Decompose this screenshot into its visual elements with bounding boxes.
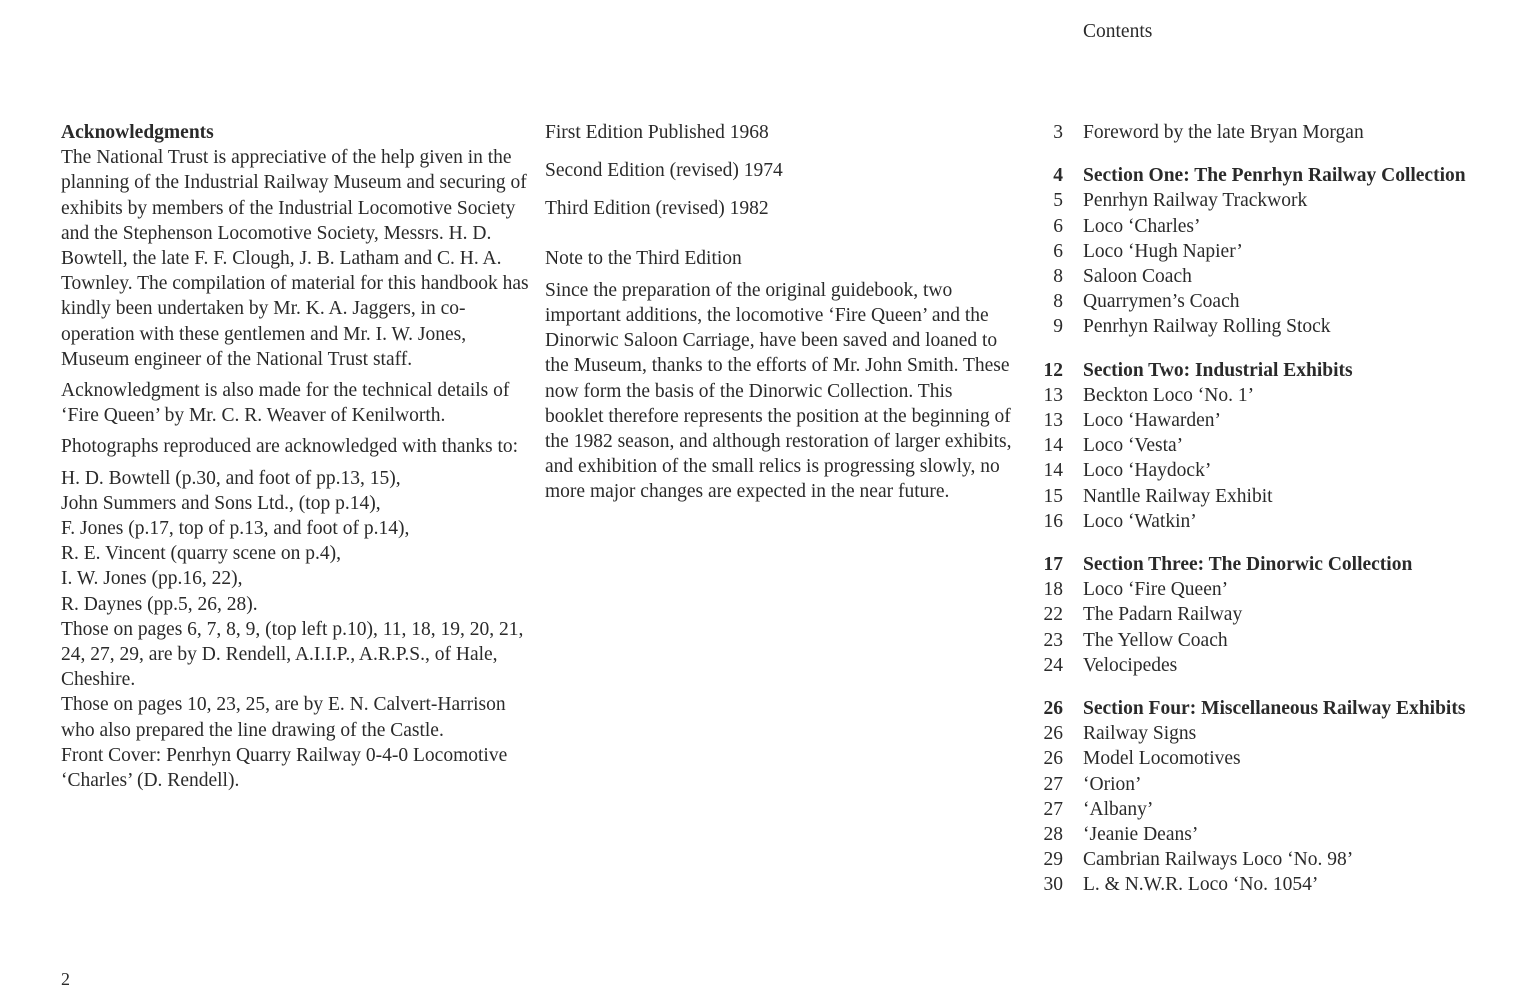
toc-page-number: 22 (1043, 604, 1063, 626)
toc-page-number: 29 (1043, 849, 1063, 871)
toc-section-group (1040, 552, 1510, 678)
toc-page-number: 4 (1053, 165, 1063, 187)
toc-title: Section Two: Industrial Exhibits (1083, 359, 1353, 381)
toc-title: Loco ‘Hugh Napier’ (1083, 240, 1243, 262)
toc-entry (1040, 872, 1510, 897)
toc-section-heading (1040, 163, 1510, 188)
toc-page-number: 18 (1043, 579, 1063, 601)
toc-entry (1040, 721, 1510, 746)
toc-title: Loco ‘Charles’ (1083, 215, 1201, 237)
toc-entry (1040, 383, 1510, 408)
toc-title: Section Three: The Dinorwic Collection (1083, 554, 1413, 576)
toc-page-number: 16 (1043, 510, 1063, 532)
toc-entry (1040, 628, 1510, 653)
toc-title: Velocipedes (1083, 654, 1178, 676)
toc-entry (1040, 458, 1510, 483)
toc-page-number: 27 (1043, 773, 1063, 795)
toc-title: Loco ‘Vesta’ (1083, 435, 1184, 457)
photo-credits-list (61, 466, 531, 794)
edition-line: Third Edition (revised) 1982 (545, 198, 769, 220)
toc-title: ‘Orion’ (1083, 773, 1142, 795)
toc-title: Quarrymen’s Coach (1083, 291, 1240, 313)
toc-section-group (1040, 120, 1510, 145)
toc-section-heading (1040, 552, 1510, 577)
toc-page-number: 17 (1043, 554, 1063, 576)
toc-title: Railway Signs (1083, 723, 1197, 745)
note-text: Since the preparation of the original guidebook, two important additions, the locomotive ‘Fire Queen’ and the Dinorwic Saloon Carriage, have been saved and loaned to the Museum, thanks to the efforts of Mr. John Smith. These now form the basis of the Dinorwic Collection. This booklet therefore represents the position at the beginning of the 1982 season, and although restoration of larger exhibits, and exhibition of the small relics is progressing slowly, no more major changes are expected in the near future. (545, 279, 1012, 503)
photo-credit: F. Jones (p.17, top of p.13, and foot of p.14), (61, 518, 410, 540)
toc-title: Penrhyn Railway Rolling Stock (1083, 316, 1331, 338)
toc-entry (1040, 797, 1510, 822)
toc-page-number: 14 (1043, 435, 1063, 457)
toc-page-number: 24 (1043, 654, 1063, 676)
toc-page-number: 8 (1053, 291, 1063, 313)
toc-entry (1040, 239, 1510, 264)
table-of-contents (1040, 120, 1510, 916)
toc-page-number: 26 (1043, 698, 1063, 720)
toc-entry (1040, 772, 1510, 797)
toc-title: Loco ‘Hawarden’ (1083, 410, 1222, 432)
editions-column (545, 120, 1015, 505)
toc-section-group (1040, 696, 1510, 898)
toc-title: Saloon Coach (1083, 266, 1192, 288)
toc-entry (1040, 264, 1510, 289)
toc-title: Loco ‘Watkin’ (1083, 510, 1197, 532)
toc-page-number: 12 (1043, 359, 1063, 381)
toc-entry (1040, 214, 1510, 239)
toc-page-number: 28 (1043, 824, 1063, 846)
toc-page-number: 27 (1043, 798, 1063, 820)
toc-title: The Padarn Railway (1083, 604, 1243, 626)
toc-title: Loco ‘Haydock’ (1083, 460, 1212, 482)
toc-page-number: 8 (1053, 266, 1063, 288)
toc-entry (1040, 433, 1510, 458)
toc-section-group (1040, 163, 1510, 339)
toc-title: Foreword by the late Bryan Morgan (1083, 122, 1364, 143)
toc-section-heading (1040, 358, 1510, 383)
contents-title: Contents (1083, 21, 1153, 42)
acknowledgments-heading: Acknowledgments (61, 122, 214, 143)
front-cover-credit: Front Cover: Penrhyn Quarry Railway 0-4-0 Locomotive ‘Charles’ (D. Rendell). (61, 744, 508, 792)
toc-entry (1040, 822, 1510, 847)
photo-credit: John Summers and Sons Ltd., (top p.14), (61, 492, 381, 514)
toc-entry (1040, 484, 1510, 509)
toc-entry (1040, 653, 1510, 678)
toc-entry (1040, 408, 1510, 433)
toc-page-number: 5 (1053, 190, 1063, 212)
toc-entry (1040, 847, 1510, 872)
toc-title: L. & N.W.R. Loco ‘No. 1054’ (1083, 874, 1319, 896)
toc-title: Cambrian Railways Loco ‘No. 98’ (1083, 849, 1354, 871)
photo-credit: Those on pages 6, 7, 8, 9, (top left p.10), 11, 18, 19, 20, 21, 24, 27, 29, are by D. Rendell, A.I.I.P., A.R.P.S., of Hale, Cheshire. (61, 618, 524, 691)
note-title: Note to the Third Edition (545, 247, 742, 269)
page-number: 2 (61, 969, 70, 989)
photo-credit: R. Daynes (pp.5, 26, 28). (61, 593, 258, 615)
photo-credit: I. W. Jones (pp.16, 22), (61, 568, 243, 590)
photo-credit: R. E. Vincent (quarry scene on p.4), (61, 543, 342, 565)
toc-title: Penrhyn Railway Trackwork (1083, 190, 1308, 212)
toc-page-number: 13 (1043, 410, 1063, 432)
toc-page-number: 6 (1053, 215, 1063, 237)
toc-title: Beckton Loco ‘No. 1’ (1083, 384, 1255, 406)
photo-credit: Those on pages 10, 23, 25, are by E. N. Calvert-Harrison who also prepared the line drawing of the Castle. (61, 694, 506, 741)
acknowledgments-paragraph: The National Trust is appreciative of the help given in the planning of the Industrial Railway Museum and securing of exhibits by members of the Industrial Locomotive Society and the Stephenson Locomotive Society, Messrs. H. D. Bowtell, the late F. F. Clough, J. B. Latham and C. H. A. Townley. The compilation of material for this handbook has kindly been undertaken by Mr. K. A. Jaggers, in co-operation with these gentlemen and Mr. I. W. Jones, Museum engineer of the National Trust staff. (61, 147, 529, 370)
toc-page-number: 26 (1043, 723, 1063, 745)
photographs-intro: Photographs reproduced are acknowledged with thanks to: (61, 436, 519, 458)
toc-section-group (1040, 358, 1510, 534)
toc-page-number: 13 (1043, 384, 1063, 406)
toc-title: Loco ‘Fire Queen’ (1083, 579, 1229, 601)
toc-title: Nantlle Railway Exhibit (1083, 485, 1273, 507)
toc-entry (1040, 289, 1510, 314)
toc-entry (1040, 314, 1510, 339)
technical-details-paragraph: Acknowledgment is also made for the technical details of ‘Fire Queen’ by Mr. C. R. Weaver of Kenilworth. (61, 380, 510, 427)
toc-entry (1040, 746, 1510, 771)
acknowledgments-column (61, 120, 531, 793)
edition-line: First Edition Published 1968 (545, 122, 769, 143)
toc-entry (1040, 120, 1510, 145)
toc-title: ‘Albany’ (1083, 798, 1154, 820)
toc-entry (1040, 577, 1510, 602)
toc-entry (1040, 602, 1510, 627)
toc-page-number: 26 (1043, 748, 1063, 770)
toc-title: ‘Jeanie Deans’ (1083, 824, 1199, 846)
toc-page-number: 23 (1043, 629, 1063, 651)
toc-title: Section One: The Penrhyn Railway Collection (1083, 165, 1466, 187)
toc-page-number: 30 (1043, 874, 1063, 896)
toc-page-number: 3 (1053, 122, 1063, 143)
toc-title: The Yellow Coach (1083, 629, 1228, 651)
toc-entry (1040, 509, 1510, 534)
toc-title: Section Four: Miscellaneous Railway Exhibits (1083, 698, 1466, 720)
edition-line: Second Edition (revised) 1974 (545, 160, 783, 182)
photo-credit: H. D. Bowtell (p.30, and foot of pp.13, 15), (61, 467, 401, 489)
toc-title: Model Locomotives (1083, 748, 1241, 770)
toc-page-number: 6 (1053, 240, 1063, 262)
toc-entry (1040, 188, 1510, 213)
toc-section-heading (1040, 696, 1510, 721)
toc-page-number: 14 (1043, 460, 1063, 482)
toc-page-number: 15 (1043, 485, 1063, 507)
toc-page-number: 9 (1053, 316, 1063, 338)
